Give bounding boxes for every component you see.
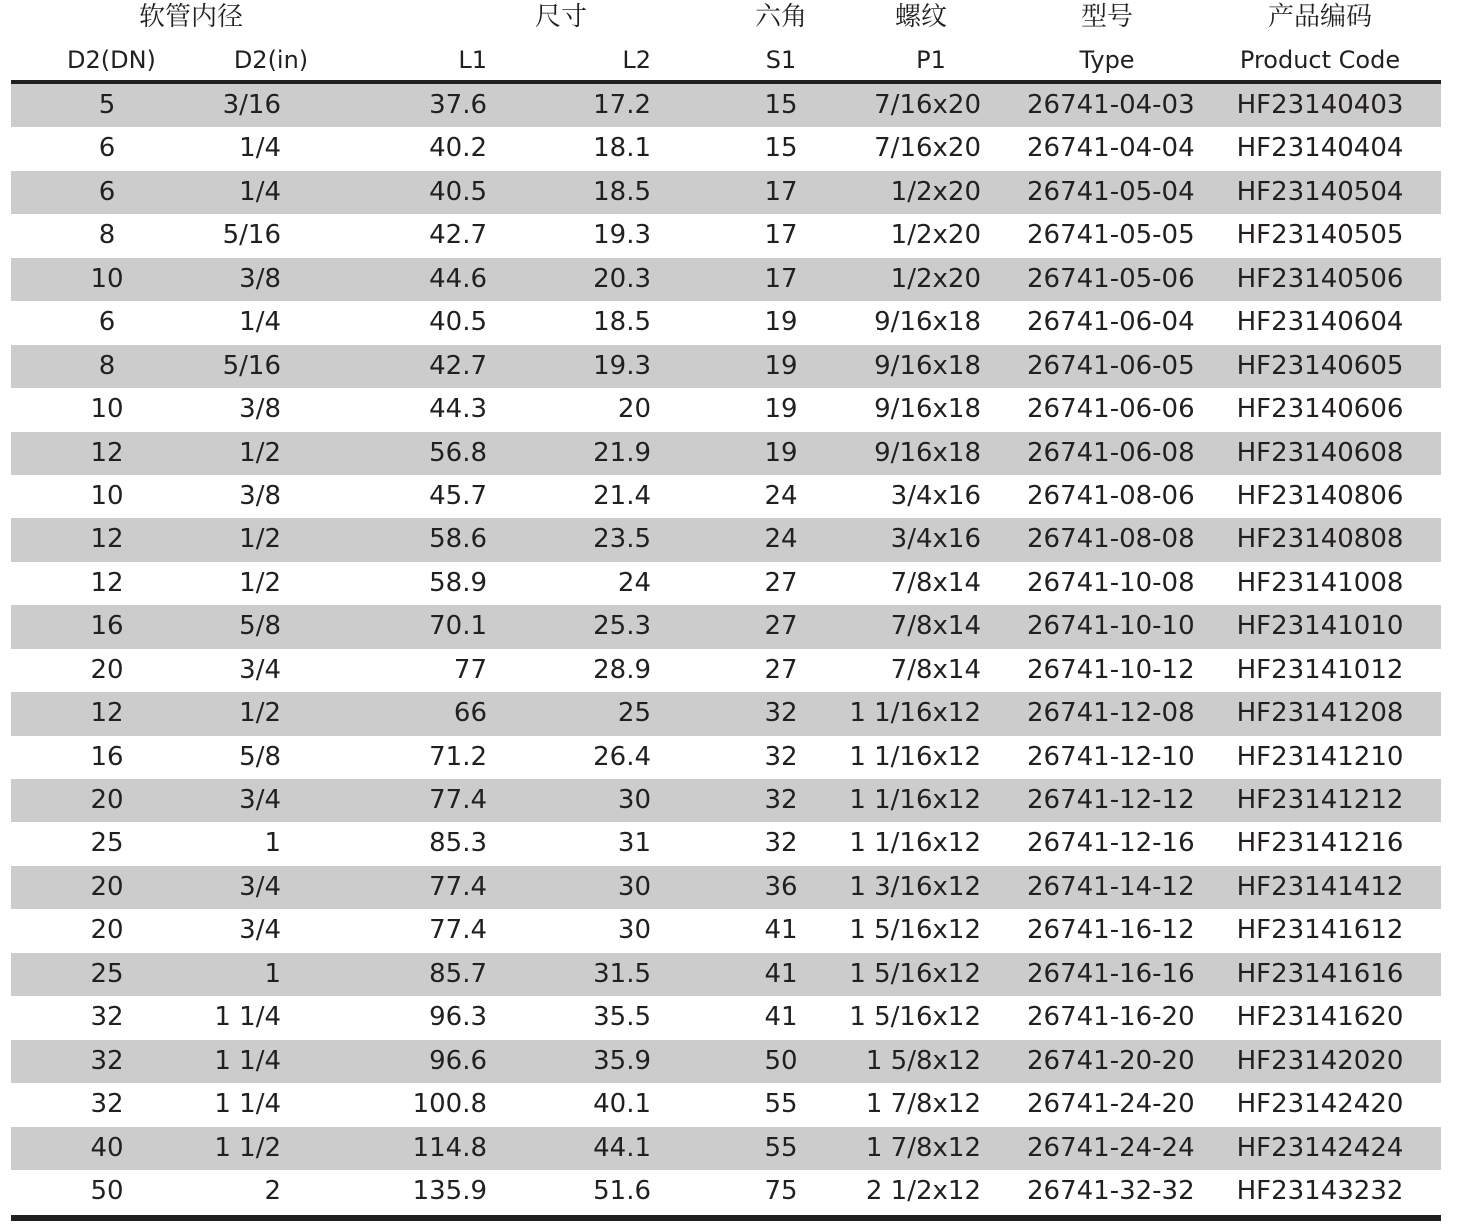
cell-p1: 1 1/16x12 (849, 741, 981, 772)
cell-s1: 15 (764, 90, 798, 120)
cell-s1: 15 (764, 133, 798, 164)
cell-type: 26741-08-08 (1027, 524, 1195, 555)
cell-p1: 1/2x20 (890, 176, 981, 207)
cell-type: 26741-05-04 (1027, 176, 1195, 207)
cell-s1: 27 (764, 654, 798, 685)
group-hex: 六角 (754, 2, 807, 32)
cell-type: 26741-20-20 (1027, 1045, 1195, 1076)
cell-type: 26741-12-12 (1027, 785, 1195, 815)
cell-d2-in: 1/4 (239, 307, 281, 338)
cell-s1: 32 (764, 785, 798, 815)
column-l1: L1 (458, 46, 487, 74)
cell-d2-in: 1/2 (239, 698, 281, 729)
column-l2: L2 (622, 46, 651, 74)
table-row (11, 518, 1441, 561)
cell-l1: 44.6 (429, 263, 487, 294)
cell-l1: 77.4 (429, 871, 487, 902)
column-product-code: Product Code (1239, 46, 1401, 74)
cell-d2-in: 1/2 (239, 524, 281, 555)
cell-l2: 18.5 (593, 307, 651, 338)
cell-d2-in: 3/4 (239, 654, 281, 685)
cell-d2-dn: 12 (90, 524, 124, 555)
column-s1: S1 (765, 46, 797, 74)
cell-d2-dn: 32 (90, 1089, 124, 1120)
column-d2-in: D2(in) (233, 46, 309, 74)
cell-d2-in: 3/8 (239, 480, 281, 511)
cell-s1: 19 (764, 394, 798, 425)
cell-l2: 18.5 (593, 176, 651, 207)
cell-product-code: HF23140808 (1236, 524, 1404, 555)
cell-product-code: HF23140506 (1236, 263, 1404, 294)
cell-p1: 1 5/16x12 (849, 958, 981, 989)
table-row (11, 1170, 1441, 1213)
cell-l1: 45.7 (429, 480, 487, 511)
table-body (11, 84, 1441, 1213)
cell-product-code: HF23142424 (1236, 1132, 1404, 1163)
cell-p1: 1 1/16x12 (849, 785, 981, 815)
cell-product-code: HF23141208 (1236, 698, 1404, 729)
cell-l1: 77.4 (429, 915, 487, 946)
cell-d2-dn: 10 (90, 480, 124, 511)
cell-p1: 2 1/2x12 (865, 1175, 981, 1206)
cell-d2-dn: 20 (90, 871, 124, 902)
cell-type: 26741-06-04 (1027, 307, 1195, 338)
cell-product-code: HF23141212 (1236, 785, 1404, 815)
table-row (11, 1040, 1441, 1083)
table-row (11, 388, 1441, 431)
cell-l2: 30 (617, 915, 651, 946)
cell-l1: 85.7 (429, 958, 487, 989)
spec-table (11, 0, 1441, 1221)
cell-product-code: HF23140505 (1236, 220, 1404, 251)
cell-s1: 55 (764, 1089, 798, 1120)
group-model: 型号 (1080, 2, 1133, 32)
cell-p1: 7/16x20 (874, 133, 981, 164)
cell-s1: 41 (764, 1002, 798, 1033)
cell-product-code: HF23140605 (1236, 350, 1404, 381)
cell-d2-dn: 10 (90, 394, 124, 425)
cell-d2-in: 1/2 (239, 437, 281, 468)
cell-type: 26741-12-16 (1027, 828, 1195, 859)
cell-l2: 35.5 (593, 1002, 651, 1033)
table-row (11, 1083, 1441, 1126)
table-row (11, 822, 1441, 865)
cell-p1: 7/8x14 (890, 611, 981, 642)
cell-type: 26741-24-20 (1027, 1089, 1195, 1120)
cell-s1: 32 (764, 741, 798, 772)
cell-p1: 9/16x18 (874, 437, 981, 468)
cell-d2-dn: 12 (90, 698, 124, 729)
cell-product-code: HF23141012 (1236, 654, 1404, 685)
table-row (11, 171, 1441, 214)
cell-l1: 96.6 (429, 1045, 487, 1076)
cell-product-code: HF23142020 (1236, 1045, 1404, 1076)
table-row (11, 649, 1441, 692)
cell-type: 26741-12-10 (1027, 741, 1195, 772)
cell-type: 26741-10-12 (1027, 654, 1195, 685)
table-row (11, 866, 1441, 909)
cell-product-code: HF23141412 (1236, 871, 1404, 902)
table-row (11, 345, 1441, 388)
table-row (11, 779, 1441, 822)
cell-type: 26741-16-16 (1027, 958, 1195, 989)
cell-l1: 77 (453, 654, 487, 685)
cell-s1: 36 (764, 871, 798, 902)
cell-d2-in: 3/4 (239, 871, 281, 902)
cell-product-code: HF23140806 (1236, 480, 1404, 511)
cell-l1: 40.5 (429, 176, 487, 207)
table-row (11, 214, 1441, 257)
cell-d2-in: 1 1/4 (214, 1089, 281, 1120)
cell-d2-dn: 20 (90, 915, 124, 946)
cell-d2-in: 3/8 (239, 394, 281, 425)
cell-d2-dn: 40 (90, 1132, 124, 1163)
cell-product-code: HF23141216 (1236, 828, 1404, 859)
cell-type: 26741-05-05 (1027, 220, 1195, 251)
cell-d2-in: 5/8 (239, 741, 281, 772)
cell-product-code: HF23140404 (1236, 133, 1404, 164)
cell-l2: 30 (617, 785, 651, 815)
cell-type: 26741-24-24 (1027, 1132, 1195, 1163)
cell-d2-in: 1/2 (239, 567, 281, 598)
cell-type: 26741-06-08 (1027, 437, 1195, 468)
cell-p1: 7/8x14 (890, 654, 981, 685)
cell-s1: 17 (764, 176, 798, 207)
cell-s1: 24 (764, 480, 798, 511)
cell-type: 26741-16-20 (1027, 1002, 1195, 1033)
cell-s1: 50 (764, 1045, 798, 1076)
cell-d2-dn: 6 (98, 176, 116, 207)
cell-l1: 40.2 (429, 133, 487, 164)
cell-product-code: HF23141008 (1236, 567, 1404, 598)
cell-d2-in: 1 1/4 (214, 1045, 281, 1076)
cell-product-code: HF23141210 (1236, 741, 1404, 772)
cell-p1: 3/4x16 (890, 480, 981, 511)
table-row (11, 692, 1441, 735)
table-row (11, 84, 1441, 127)
cell-s1: 17 (764, 220, 798, 251)
cell-l2: 30 (617, 871, 651, 902)
cell-type: 26741-08-06 (1027, 480, 1195, 511)
cell-product-code: HF23140403 (1236, 90, 1404, 120)
cell-d2-dn: 16 (90, 741, 124, 772)
cell-d2-dn: 20 (90, 654, 124, 685)
table-row (11, 258, 1441, 301)
cell-type: 26741-14-12 (1027, 871, 1195, 902)
cell-l2: 20.3 (593, 263, 651, 294)
cell-product-code: HF23140504 (1236, 176, 1404, 207)
column-type: Type (1079, 46, 1135, 74)
cell-l1: 58.9 (429, 567, 487, 598)
cell-l1: 135.9 (412, 1175, 487, 1206)
cell-l2: 51.6 (593, 1175, 651, 1206)
cell-l1: 37.6 (429, 90, 487, 120)
table-row (11, 953, 1441, 996)
cell-p1: 1/2x20 (890, 263, 981, 294)
cell-type: 26741-05-06 (1027, 263, 1195, 294)
cell-l2: 28.9 (593, 654, 651, 685)
cell-product-code: HF23141620 (1236, 1002, 1404, 1033)
cell-l2: 35.9 (593, 1045, 651, 1076)
column-d2-dn: D2(DN) (67, 46, 156, 74)
cell-s1: 19 (764, 437, 798, 468)
cell-product-code: HF23140604 (1236, 307, 1404, 338)
cell-p1: 7/16x20 (874, 90, 981, 120)
cell-d2-dn: 25 (90, 828, 124, 859)
table-row (11, 909, 1441, 952)
cell-s1: 41 (764, 915, 798, 946)
cell-s1: 41 (764, 958, 798, 989)
cell-d2-dn: 8 (98, 220, 116, 251)
cell-product-code: HF23141612 (1236, 915, 1404, 946)
cell-d2-in: 2 (264, 1175, 281, 1206)
cell-l1: 77.4 (429, 785, 487, 815)
cell-type: 26741-32-32 (1027, 1175, 1195, 1206)
cell-s1: 17 (764, 263, 798, 294)
cell-s1: 55 (764, 1132, 798, 1163)
cell-l1: 40.5 (429, 307, 487, 338)
cell-type: 26741-10-08 (1027, 567, 1195, 598)
footer-rule (11, 1215, 1441, 1221)
cell-l1: 44.3 (429, 394, 487, 425)
cell-p1: 9/16x18 (874, 394, 981, 425)
table-row (11, 605, 1441, 648)
cell-d2-in: 5/16 (222, 220, 281, 251)
cell-s1: 32 (764, 828, 798, 859)
cell-l2: 18.1 (593, 133, 651, 164)
cell-p1: 1 7/8x12 (865, 1132, 981, 1163)
cell-d2-in: 5/16 (222, 350, 281, 381)
cell-s1: 19 (764, 307, 798, 338)
cell-l1: 58.6 (429, 524, 487, 555)
cell-l2: 24 (617, 567, 651, 598)
cell-d2-in: 3/4 (239, 915, 281, 946)
cell-d2-dn: 32 (90, 1002, 124, 1033)
cell-l2: 26.4 (593, 741, 651, 772)
cell-d2-in: 1 1/2 (214, 1132, 281, 1163)
cell-l2: 31 (617, 828, 651, 859)
cell-l2: 17.2 (593, 90, 651, 120)
cell-d2-in: 3/8 (239, 263, 281, 294)
cell-l2: 25.3 (593, 611, 651, 642)
cell-l1: 42.7 (429, 220, 487, 251)
cell-d2-dn: 25 (90, 958, 124, 989)
cell-s1: 27 (764, 611, 798, 642)
column-header-row (11, 40, 1441, 80)
group-hose-bore: 软管内径 (138, 2, 243, 32)
cell-product-code: HF23143232 (1236, 1175, 1404, 1206)
cell-d2-dn: 10 (90, 263, 124, 294)
cell-d2-dn: 32 (90, 1045, 124, 1076)
cell-d2-in: 1/4 (239, 133, 281, 164)
cell-d2-dn: 6 (98, 133, 116, 164)
cell-p1: 1 1/16x12 (849, 828, 981, 859)
table-row (11, 1127, 1441, 1170)
table-row (11, 996, 1441, 1039)
cell-l1: 70.1 (429, 611, 487, 642)
cell-p1: 9/16x18 (874, 307, 981, 338)
cell-type: 26741-06-05 (1027, 350, 1195, 381)
cell-d2-dn: 16 (90, 611, 124, 642)
cell-p1: 7/8x14 (890, 567, 981, 598)
cell-d2-in: 1/4 (239, 176, 281, 207)
cell-product-code: HF23141616 (1236, 958, 1404, 989)
cell-type: 26741-04-03 (1027, 90, 1195, 120)
cell-product-code: HF23140606 (1236, 394, 1404, 425)
cell-p1: 1 3/16x12 (849, 871, 981, 902)
cell-l2: 20 (617, 394, 651, 425)
cell-l2: 44.1 (593, 1132, 651, 1163)
cell-type: 26741-12-08 (1027, 698, 1195, 729)
cell-s1: 32 (764, 698, 798, 729)
group-dimensions: 尺寸 (534, 2, 587, 32)
cell-d2-in: 5/8 (239, 611, 281, 642)
group-product-code: 产品编码 (1267, 2, 1372, 32)
cell-l2: 21.9 (593, 437, 651, 468)
table-row (11, 301, 1441, 344)
cell-p1: 1 1/16x12 (849, 698, 981, 729)
cell-p1: 3/4x16 (890, 524, 981, 555)
cell-s1: 75 (764, 1175, 798, 1206)
cell-l1: 100.8 (412, 1089, 487, 1120)
group-thread: 螺纹 (894, 2, 947, 32)
cell-product-code: HF23141010 (1236, 611, 1404, 642)
cell-l1: 85.3 (429, 828, 487, 859)
cell-p1: 1 5/16x12 (849, 1002, 981, 1033)
cell-s1: 19 (764, 350, 798, 381)
table-row (11, 475, 1441, 518)
cell-d2-in: 1 (264, 828, 281, 859)
cell-l1: 96.3 (429, 1002, 487, 1033)
cell-d2-dn: 5 (98, 90, 116, 120)
cell-d2-in: 3/16 (222, 90, 281, 120)
table-row (11, 127, 1441, 170)
cell-s1: 27 (764, 567, 798, 598)
cell-d2-dn: 8 (98, 350, 116, 381)
cell-p1: 1/2x20 (890, 220, 981, 251)
cell-d2-in: 1 1/4 (214, 1002, 281, 1033)
cell-type: 26741-10-10 (1027, 611, 1195, 642)
cell-type: 26741-04-04 (1027, 133, 1195, 164)
cell-d2-in: 1 (264, 958, 281, 989)
cell-d2-dn: 6 (98, 307, 116, 338)
column-p1: P1 (916, 46, 946, 74)
table-row (11, 562, 1441, 605)
cell-d2-dn: 12 (90, 567, 124, 598)
cell-p1: 1 5/8x12 (865, 1045, 981, 1076)
cell-product-code: HF23142420 (1236, 1089, 1404, 1120)
cell-d2-dn: 20 (90, 785, 124, 815)
cell-type: 26741-06-06 (1027, 394, 1195, 425)
cell-d2-dn: 12 (90, 437, 124, 468)
cell-l2: 21.4 (593, 480, 651, 511)
cell-l2: 31.5 (593, 958, 651, 989)
cell-p1: 1 5/16x12 (849, 915, 981, 946)
group-header-row (11, 0, 1441, 40)
cell-l1: 66 (453, 698, 487, 729)
cell-l2: 40.1 (593, 1089, 651, 1120)
cell-product-code: HF23140608 (1236, 437, 1404, 468)
cell-l1: 114.8 (412, 1132, 487, 1163)
cell-l1: 71.2 (429, 741, 487, 772)
cell-l2: 19.3 (593, 220, 651, 251)
cell-type: 26741-16-12 (1027, 915, 1195, 946)
cell-s1: 24 (764, 524, 798, 555)
cell-d2-dn: 50 (90, 1175, 124, 1206)
cell-p1: 1 7/8x12 (865, 1089, 981, 1120)
cell-p1: 9/16x18 (874, 350, 981, 381)
table-row (11, 432, 1441, 475)
cell-l2: 25 (617, 698, 651, 729)
cell-l1: 42.7 (429, 350, 487, 381)
cell-l2: 19.3 (593, 350, 651, 381)
table-row (11, 736, 1441, 779)
cell-d2-in: 3/4 (239, 785, 281, 815)
cell-l1: 56.8 (429, 437, 487, 468)
cell-l2: 23.5 (593, 524, 651, 555)
